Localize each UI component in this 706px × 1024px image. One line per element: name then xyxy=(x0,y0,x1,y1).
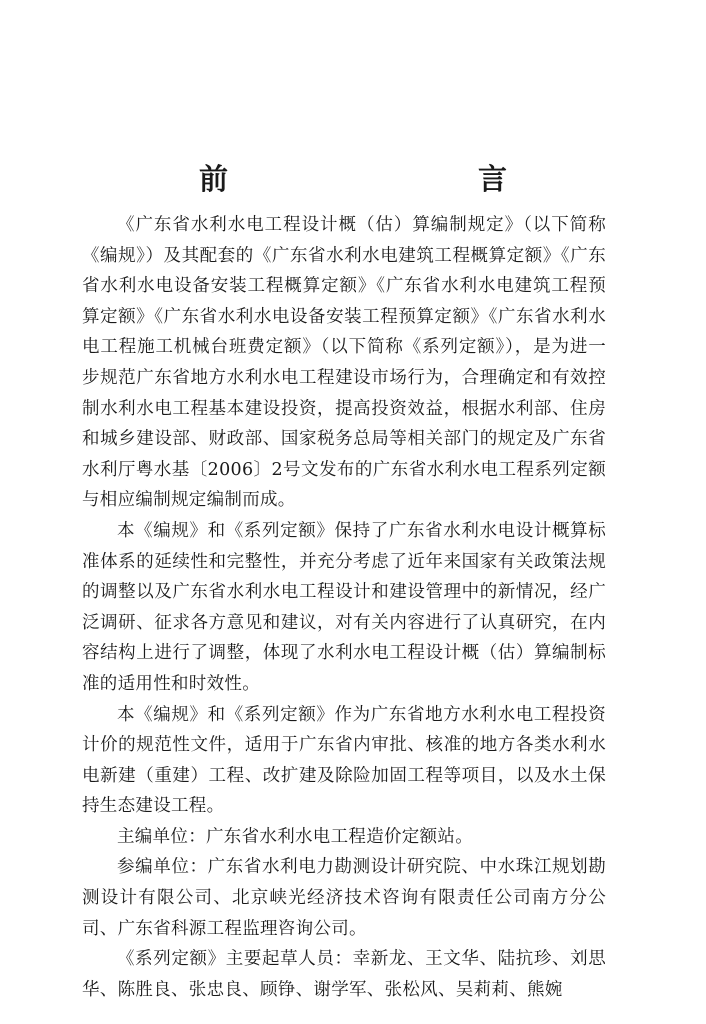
paragraph-intro: 《广东省水利水电工程设计概（估）算编制规定》（以下简称《编规》）及其配套的《广东省水利水电建筑工程概算定额》《广东省水利水电设备安装工程概算定额》《广东省水利水电建筑工程预算定额》《广东省水利水电设备安装工程预算定额》《广东省水利水电工程施工机械台班费定额》（以下简称《系列定额》），是为进一步规范广东省地方水利水电工程建设市场行为，合理确定和有效控制水利水电工程基本建设投资，提高投资效益，根据水利部、住房和城乡建设部、财政部、国家税务总局等相关部门的规定及广东省水利厅粤水基〔2006〕2号文发布的广东省水利水电工程系列定额与相应编制规定编制而成。 xyxy=(82,215,606,511)
paragraph-drafters: 《系列定额》主要起草人员：幸新龙、王文华、陆抗珍、刘思华、陈胜良、张忠良、顾铮、谢学军、张松风、吴莉莉、熊婉 xyxy=(82,949,606,1000)
paragraph-participants: 参编单位：广东省水利电力勘测设计研究院、中水珠江规划勘测设计有限公司、北京峡光经济技术咨询有限责任公司南方分公司、广东省科源工程监理咨询公司。 xyxy=(82,857,606,939)
body-text xyxy=(82,210,606,1005)
page-title: 前 言 xyxy=(198,162,571,197)
paragraph-scope: 本《编规》和《系列定额》作为广东省地方水利水电工程投资计价的规范性文件，适用于广东省内审批、核准的地方各类水利水电新建（重建）工程、改扩建及除险加固工程等项目，以及水土保持生态建设工程。 xyxy=(82,704,606,817)
paragraph-chief-editor: 主编单位：广东省水利水电工程造价定额站。 xyxy=(117,826,473,847)
paragraph-continuity: 本《编规》和《系列定额》保持了广东省水利水电设计概算标准体系的延续性和完整性，并充分考虑了近年来国家有关政策法规的调整以及广东省水利水电工程设计和建设管理中的新情况，经广泛调研、征求各方意见和建议，对有关内容进行了认真研究，在内容结构上进行了调整，体现了水利水电工程设计概（估）算编制标准的适用性和时效性。 xyxy=(82,520,606,694)
